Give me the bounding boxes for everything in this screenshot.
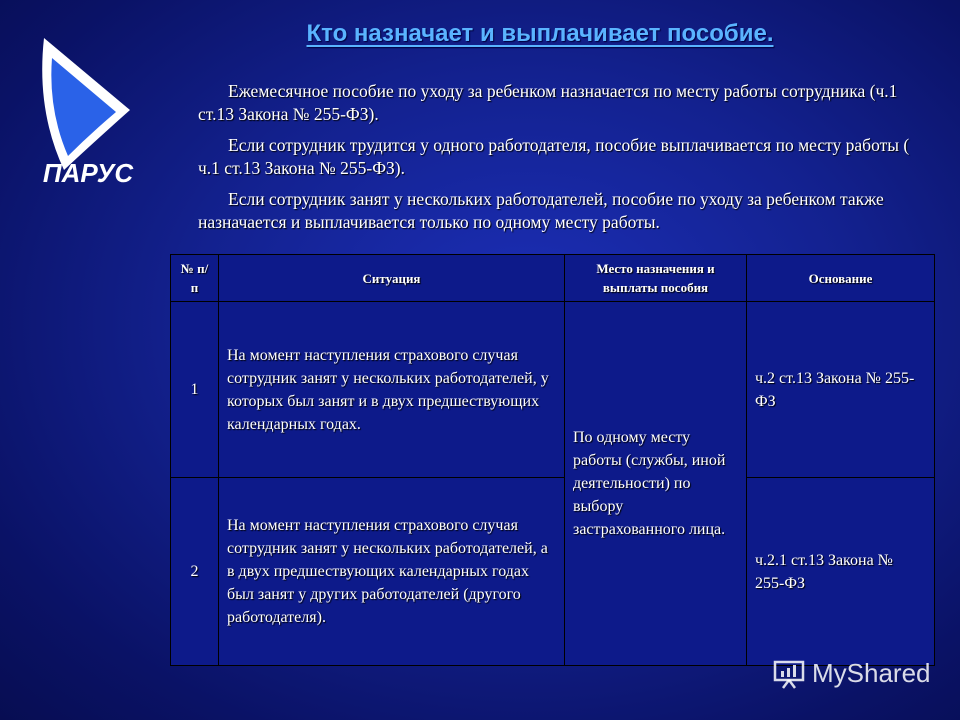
logo-text: ПАРУС [42, 158, 134, 188]
header-basis: Основание [747, 255, 935, 302]
table-header-row [171, 255, 935, 302]
table-row [171, 302, 935, 478]
row-basis: ч.2 ст.13 Закона № 255-ФЗ [747, 302, 935, 478]
header-num: № п/п [171, 255, 219, 302]
row-situation: На момент наступления страхового случая сотрудник занят у нескольких работодателей, у которых был занят и в двух предшествующих календарных годах. [219, 302, 565, 478]
parus-logo [28, 30, 148, 190]
paragraph-1: Ежемесячное пособие по уходу за ребенком назначается по месту работы сотрудника (ч.1 ст.13 Закона № 255-ФЗ). [198, 81, 898, 124]
row-place: По одному месту работы (службы, иной деятельности) по выбору застрахованного лица. [565, 302, 747, 666]
watermark [772, 658, 931, 689]
row-num: 2 [171, 478, 219, 666]
paragraph-2: Если сотрудник трудится у одного работодателя, пособие выплачивается по месту работы ( ч.1 ст.13 Закона № 255-ФЗ). [198, 135, 910, 178]
table-row [171, 478, 935, 666]
header-place: Место назначения и выплаты пособия [565, 255, 747, 302]
slide-title: Кто назначает и выплачивает пособие. [306, 20, 774, 47]
watermark-text: MyShared [812, 658, 931, 688]
row-basis: ч.2.1 ст.13 Закона № 255-ФЗ [747, 478, 935, 666]
header-situation: Ситуация [219, 255, 565, 302]
row-situation: На момент наступления страхового случая сотрудник занят у нескольких работодателей, а в двух предшествующих календарных годах был занят у других работодателей (другого работодателя). [219, 478, 565, 666]
paragraph-3: Если сотрудник занят у нескольких работодателей, пособие по уходу за ребенком также назначается и выплачивается только по одному месту работы. [198, 189, 884, 232]
row-num: 1 [171, 302, 219, 478]
intro-paragraphs [198, 80, 928, 242]
presentation-icon [772, 659, 806, 689]
benefit-table [170, 254, 935, 666]
